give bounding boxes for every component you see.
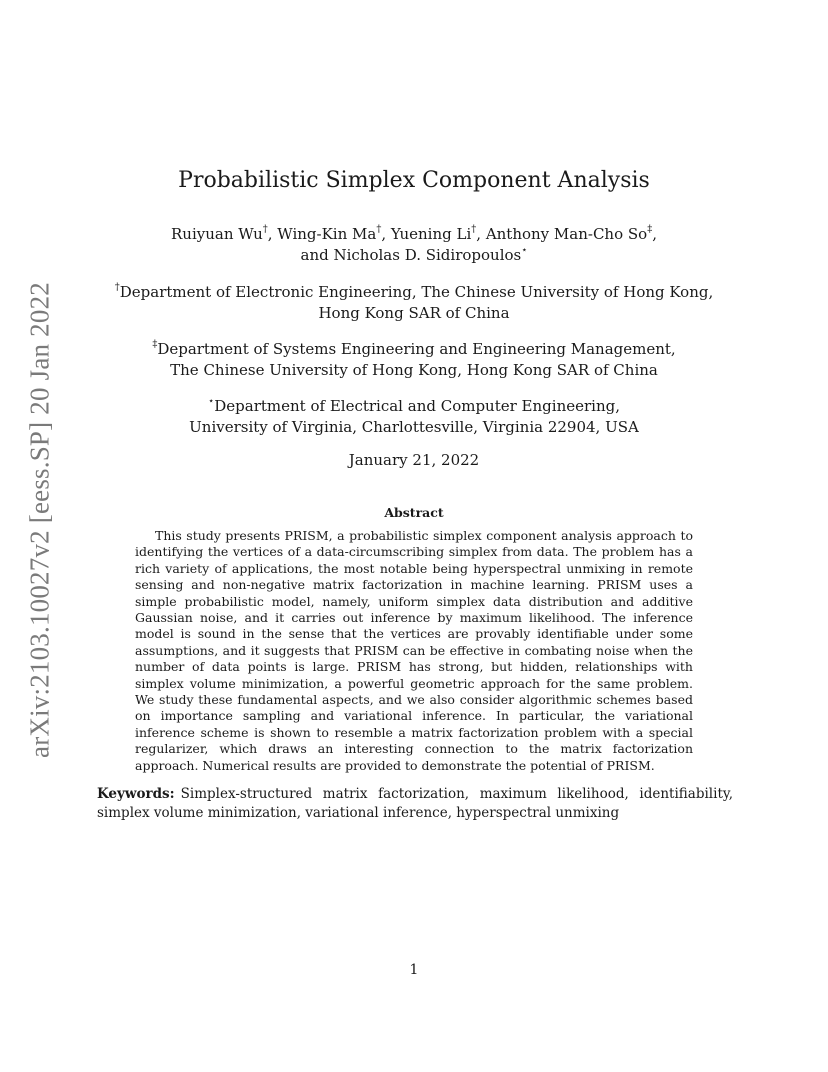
affiliation-mark: † [262, 224, 268, 235]
affiliation-1: †Department of Electronic Engineering, The Chinese University of Hong Kong, Hong Kong SAR of China [114, 282, 714, 322]
abstract-text: This study presents PRISM, a probabilistic simplex component analysis approach to identifying the vertices of a data-circumscribing simplex from data. The problem has a rich variety of applications, the most notable being hyperspectral unmixing in remote sensing and non-negative matrix factorization in machine learning. PRISM uses a simple probabilistic model, namely, uniform simplex data distribution and additive Gaussian noise, and it carries out inference by maximum likelihood. The inference model is sound in the sense that the vertices are provably identifiable under some assumptions, and it suggests that PRISM can be effective in combating noise when the number of data points is large. PRISM has strong, but hidden, relationships with simplex volume minimization, a powerful geometric approach for the same problem. We study these fundamental aspects, and we also consider algorithmic schemes based on importance sampling and variational inference. In particular, the variational inference scheme is shown to resemble a matrix factorization problem with a special regularizer, which draws an interesting connection to the matrix factorization approach. Numerical results are provided to demonstrate the potential of PRISM. [135, 528, 693, 773]
author-list [0, 224, 828, 266]
affiliation-mark: ‡ [152, 339, 158, 350]
affiliation-mark: † [114, 282, 120, 293]
page-number: 1 [409, 962, 419, 978]
author-name: Ruiyuan Wu [171, 225, 263, 243]
affiliation-2: ‡Department of Systems Engineering and Engineering Management, The Chinese University of Hong Kong, Hong Kong SAR of China [152, 339, 676, 379]
affiliation-mark: † [376, 224, 382, 235]
publication-date: January 21, 2022 [348, 451, 480, 469]
paper-title: Probabilistic Simplex Component Analysis [178, 168, 650, 193]
keywords [97, 785, 733, 823]
author-line-2: and Nicholas D. Sidiropoulos⋆ [300, 245, 528, 264]
author-name: Anthony Man-Cho So [485, 225, 648, 243]
author-line-1: Ruiyuan Wu†, Wing-Kin Ma†, Yuening Li†, Anthony Man-Cho So‡, [171, 224, 657, 243]
affiliation-3: ⋆Department of Electrical and Computer Engineering, University of Virginia, Charlottesville, Virginia 22904, USA [189, 396, 639, 436]
affiliation-mark: † [471, 224, 477, 235]
keywords-text: Simplex-structured matrix factorization, maximum likelihood, identifiability, simplex volume minimization, variational inference, hyperspectral unmixing [97, 786, 733, 821]
affiliation-mark: ⋆ [208, 396, 215, 407]
affiliation-mark: ⋆ [521, 245, 528, 256]
abstract-heading: Abstract [384, 505, 444, 520]
arxiv-side-identifier: arXiv:2103.10027v2 [eess.SP] 20 Jan 2022 [24, 282, 55, 758]
author-name: Yuening Li [390, 225, 472, 243]
keywords-label: Keywords: [97, 786, 175, 802]
affiliation-mark: ‡ [647, 224, 653, 235]
author-name: Wing-Kin Ma [277, 225, 377, 243]
author-name: Nicholas D. Sidiropoulos [333, 246, 522, 264]
